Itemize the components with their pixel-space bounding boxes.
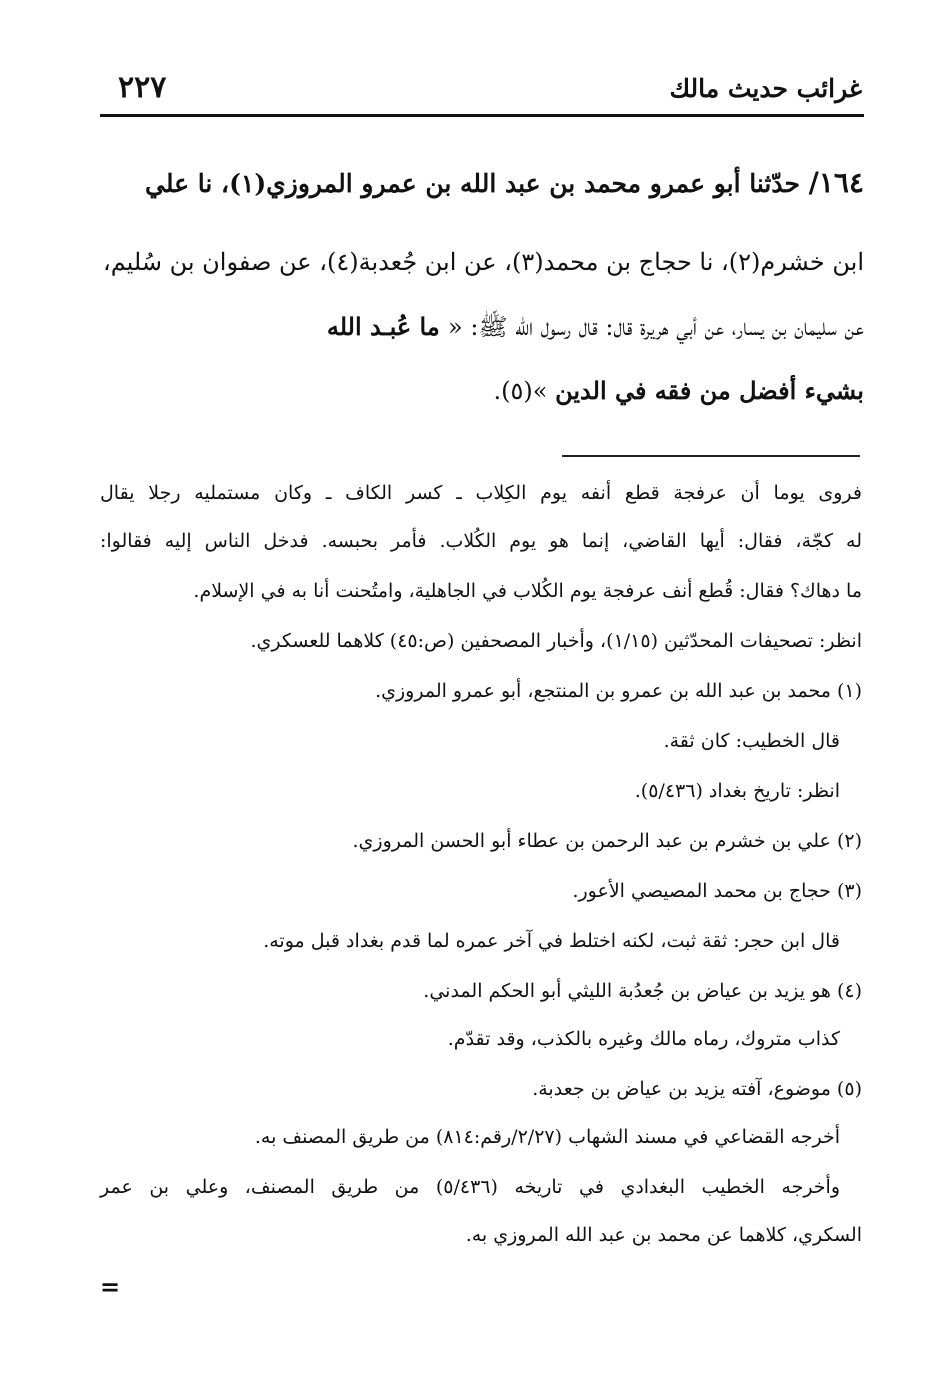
footnote-line: قال ابن حجر: ثقة ثبت، لكنه اختلط في آخر عمره لما قدم بغداد قبل موته. bbox=[263, 930, 840, 952]
footnote-line: له كجّة، فقال: أيها القاضي، إنما هو يوم الكُلاب. فأمر بحبسه. فدخل الناس إليه فقالوا: bbox=[100, 530, 862, 552]
hadith-line-2: ابن خشرم(٢)، نا حجاج بن محمد(٣)، عن ابن جُعدبة(٤)، عن صفوان بن سُليم، bbox=[102, 248, 864, 276]
hadith-footnote-ref: »(٥). bbox=[493, 377, 556, 405]
header-rule bbox=[100, 114, 864, 117]
footnote-4: (٤) هو يزيد بن عياض بن جُعدُبة الليثي أبو الحكم المدني. bbox=[423, 980, 862, 1002]
footnote-line: السكري، كلاهما عن محمد بن عبد الله المروزي به. bbox=[465, 1224, 862, 1246]
footnote-3: (٣) حجاج بن محمد المصيصي الأعور. bbox=[572, 880, 862, 902]
hadith-chain-end: عن سليمان بن يسار، عن أبي هريرة قال: قال رسول الله ﷺ: « bbox=[448, 313, 864, 341]
continuation-mark: = bbox=[100, 1272, 121, 1301]
footnote-line: أخرجه القضاعي في مسند الشهاب (٢/٢٧/رقم:٨١٤) من طريق المصنف به. bbox=[254, 1126, 840, 1148]
footnote-line: انظر: تاريخ بغداد (٥/٤٣٦). bbox=[634, 780, 840, 802]
footnote-line: كذاب متروك، رماه مالك وغيره بالكذب، وقد تقدّم. bbox=[447, 1028, 840, 1050]
hadith-line-1 bbox=[100, 166, 864, 199]
hadith-number: ١٦٤/ bbox=[808, 166, 864, 199]
footnote-1: (١) محمد بن عبد الله بن عمرو بن المنتجع، أبو عمرو المروزي. bbox=[375, 680, 862, 702]
footnote-separator bbox=[562, 455, 860, 457]
footnote-5: (٥) موضوع، آفته يزيد بن عياض بن جعدبة. bbox=[532, 1078, 862, 1100]
footnote-line: فروى يوما أن عرفجة قطع أنفه يوم الكِلاب ـ كسر الكاف ـ وكان مستمليه رجلا يقال bbox=[100, 482, 862, 504]
hadith-matn-start: ما عُبـد الله bbox=[326, 312, 449, 341]
hadith-matn-end: بشيء أفضل من فقه في الدين bbox=[555, 376, 864, 405]
page-number: ٢٢٧ bbox=[118, 70, 167, 105]
footnote-2: (٢) علي بن خشرم بن عبد الرحمن بن عطاء أبو الحسن المروزي. bbox=[352, 830, 862, 852]
footnote-line: وأخرجه الخطيب البغدادي في تاريخه (٥/٤٣٦) من طريق المصنف، وعلي بن عمر bbox=[100, 1176, 840, 1198]
footnote-line: ما دهاك؟ فقال: قُطع أنف عرفجة يوم الكُلاب في الجاهلية، وامتُحنت أنا به في الإسلام. bbox=[193, 580, 862, 602]
hadith-isnad-start: حدّثنا أبو عمرو محمد بن عبد الله بن عمرو المروزي(١)، نا علي bbox=[144, 169, 809, 198]
footnote-line: قال الخطيب: كان ثقة. bbox=[663, 730, 840, 752]
hadith-line-4 bbox=[100, 376, 864, 405]
footnote-line: انظر: تصحيفات المحدّثين (١/١٥)، وأخبار المصحفين (ص:٤٥) كلاهما للعسكري. bbox=[250, 630, 862, 652]
hadith-line-3 bbox=[100, 312, 864, 347]
running-header-title: غرائب حديث مالك bbox=[669, 74, 862, 103]
